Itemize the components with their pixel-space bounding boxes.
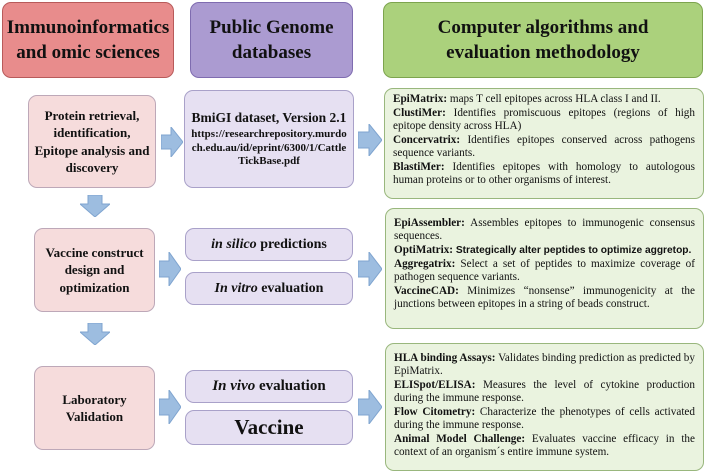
step-vaccine-design-label: Vaccine construct design and optimization (45, 244, 144, 295)
tools-epitope-box (384, 88, 704, 199)
in-vitro-italic: In vitro (214, 281, 258, 296)
step-lab-validation (34, 366, 155, 450)
dataset-box (184, 90, 354, 188)
step-vaccine-design (34, 228, 155, 312)
tool-vaccinecad: VaccineCAD: Minimizes “nonsense” immunogenicity at the junctions between epitopes in a string of beads construct. (394, 284, 695, 310)
step-lab-validation-label: Laboratory Validation (62, 391, 127, 424)
step-protein-retrieval-label: Protein retrieval, identification, Epitope analysis and discovery (34, 107, 150, 175)
in-silico-italic: in silico (211, 237, 257, 252)
dataset-title: BmiGI dataset, Version 2.1 (191, 110, 347, 126)
tool-animal-model: Animal Model Challenge: Evaluates vaccine efficacy in the context of an organism´s entire immune system. (394, 432, 695, 458)
tool-clustimer: ClustiMer: Identifies promiscuous epitopes (regions of high epitope density across HLA) (393, 106, 695, 132)
arrow-down-1 (80, 195, 110, 217)
tool-flow-citometry: Flow Citometry: Characterize the phenotypes of cells activated during the immune response. (394, 405, 695, 432)
tools-design-box (385, 208, 704, 329)
vaccine-label: Vaccine (234, 415, 304, 439)
in-silico-box (185, 228, 353, 261)
arrow-down-2 (80, 323, 110, 345)
step-protein-retrieval (28, 95, 156, 188)
in-vivo-box (185, 370, 353, 403)
tool-optimatrix: OptiMatrix: Strategically alter peptides to optimize aggretop. (394, 243, 692, 256)
in-vivo-rest: evaluation (255, 378, 326, 394)
tool-epiassembler: EpiAssembler: Assembles epitopes to immunogenic consensus sequences. (394, 217, 695, 243)
header-algorithms (383, 2, 703, 78)
arrow-right-1b (358, 124, 382, 156)
vaccine-box (185, 410, 353, 445)
tool-epimatrix: EpiMatrix: maps T cell epitopes across HLA class I and II. (393, 93, 661, 105)
arrow-right-3b (358, 390, 382, 424)
in-vitro-box (185, 272, 353, 305)
arrow-right-1a (161, 127, 183, 157)
tool-hla-binding: HLA binding Assays: Validates binding prediction as predicted by EpiMatrix. (394, 352, 695, 378)
header-immunoinformatics-label: Immunoinformatics and omic sciences (6, 17, 170, 63)
arrow-right-3a (159, 390, 181, 424)
dataset-url: https://researchrepository.murdoch.edu.au/id/eprint/6300/1/CattleTickBase.pdf (191, 128, 347, 168)
tool-concervatrix: Concervatrix: Identifies epitopes conserved across pathogens sequence variants. (393, 133, 695, 159)
in-silico-rest: predictions (256, 237, 327, 252)
tool-aggregatrix: Aggregatrix: Select a set of peptides to maximize coverage of pathogen sequence variants. (394, 257, 695, 283)
arrow-right-2b (358, 252, 382, 286)
header-genome-databases-label: Public Genome databases (209, 17, 334, 63)
tool-blastimer: BlastiMer: Identifies epitopes with homology to autologous human proteins or to other organisms of interest. (393, 160, 695, 186)
tool-elispot: ELISpot/ELISA: Measures the level of cytokine production during the immune response. (394, 378, 695, 405)
in-vitro-rest: evaluation (257, 281, 324, 296)
in-vivo-italic: In vivo (212, 378, 256, 394)
header-genome-databases (190, 2, 353, 78)
tools-lab-box (385, 343, 704, 471)
header-immunoinformatics (2, 2, 174, 78)
header-algorithms-label: Computer algorithms and evaluation methodology (437, 17, 649, 63)
arrow-right-2a (159, 252, 181, 286)
